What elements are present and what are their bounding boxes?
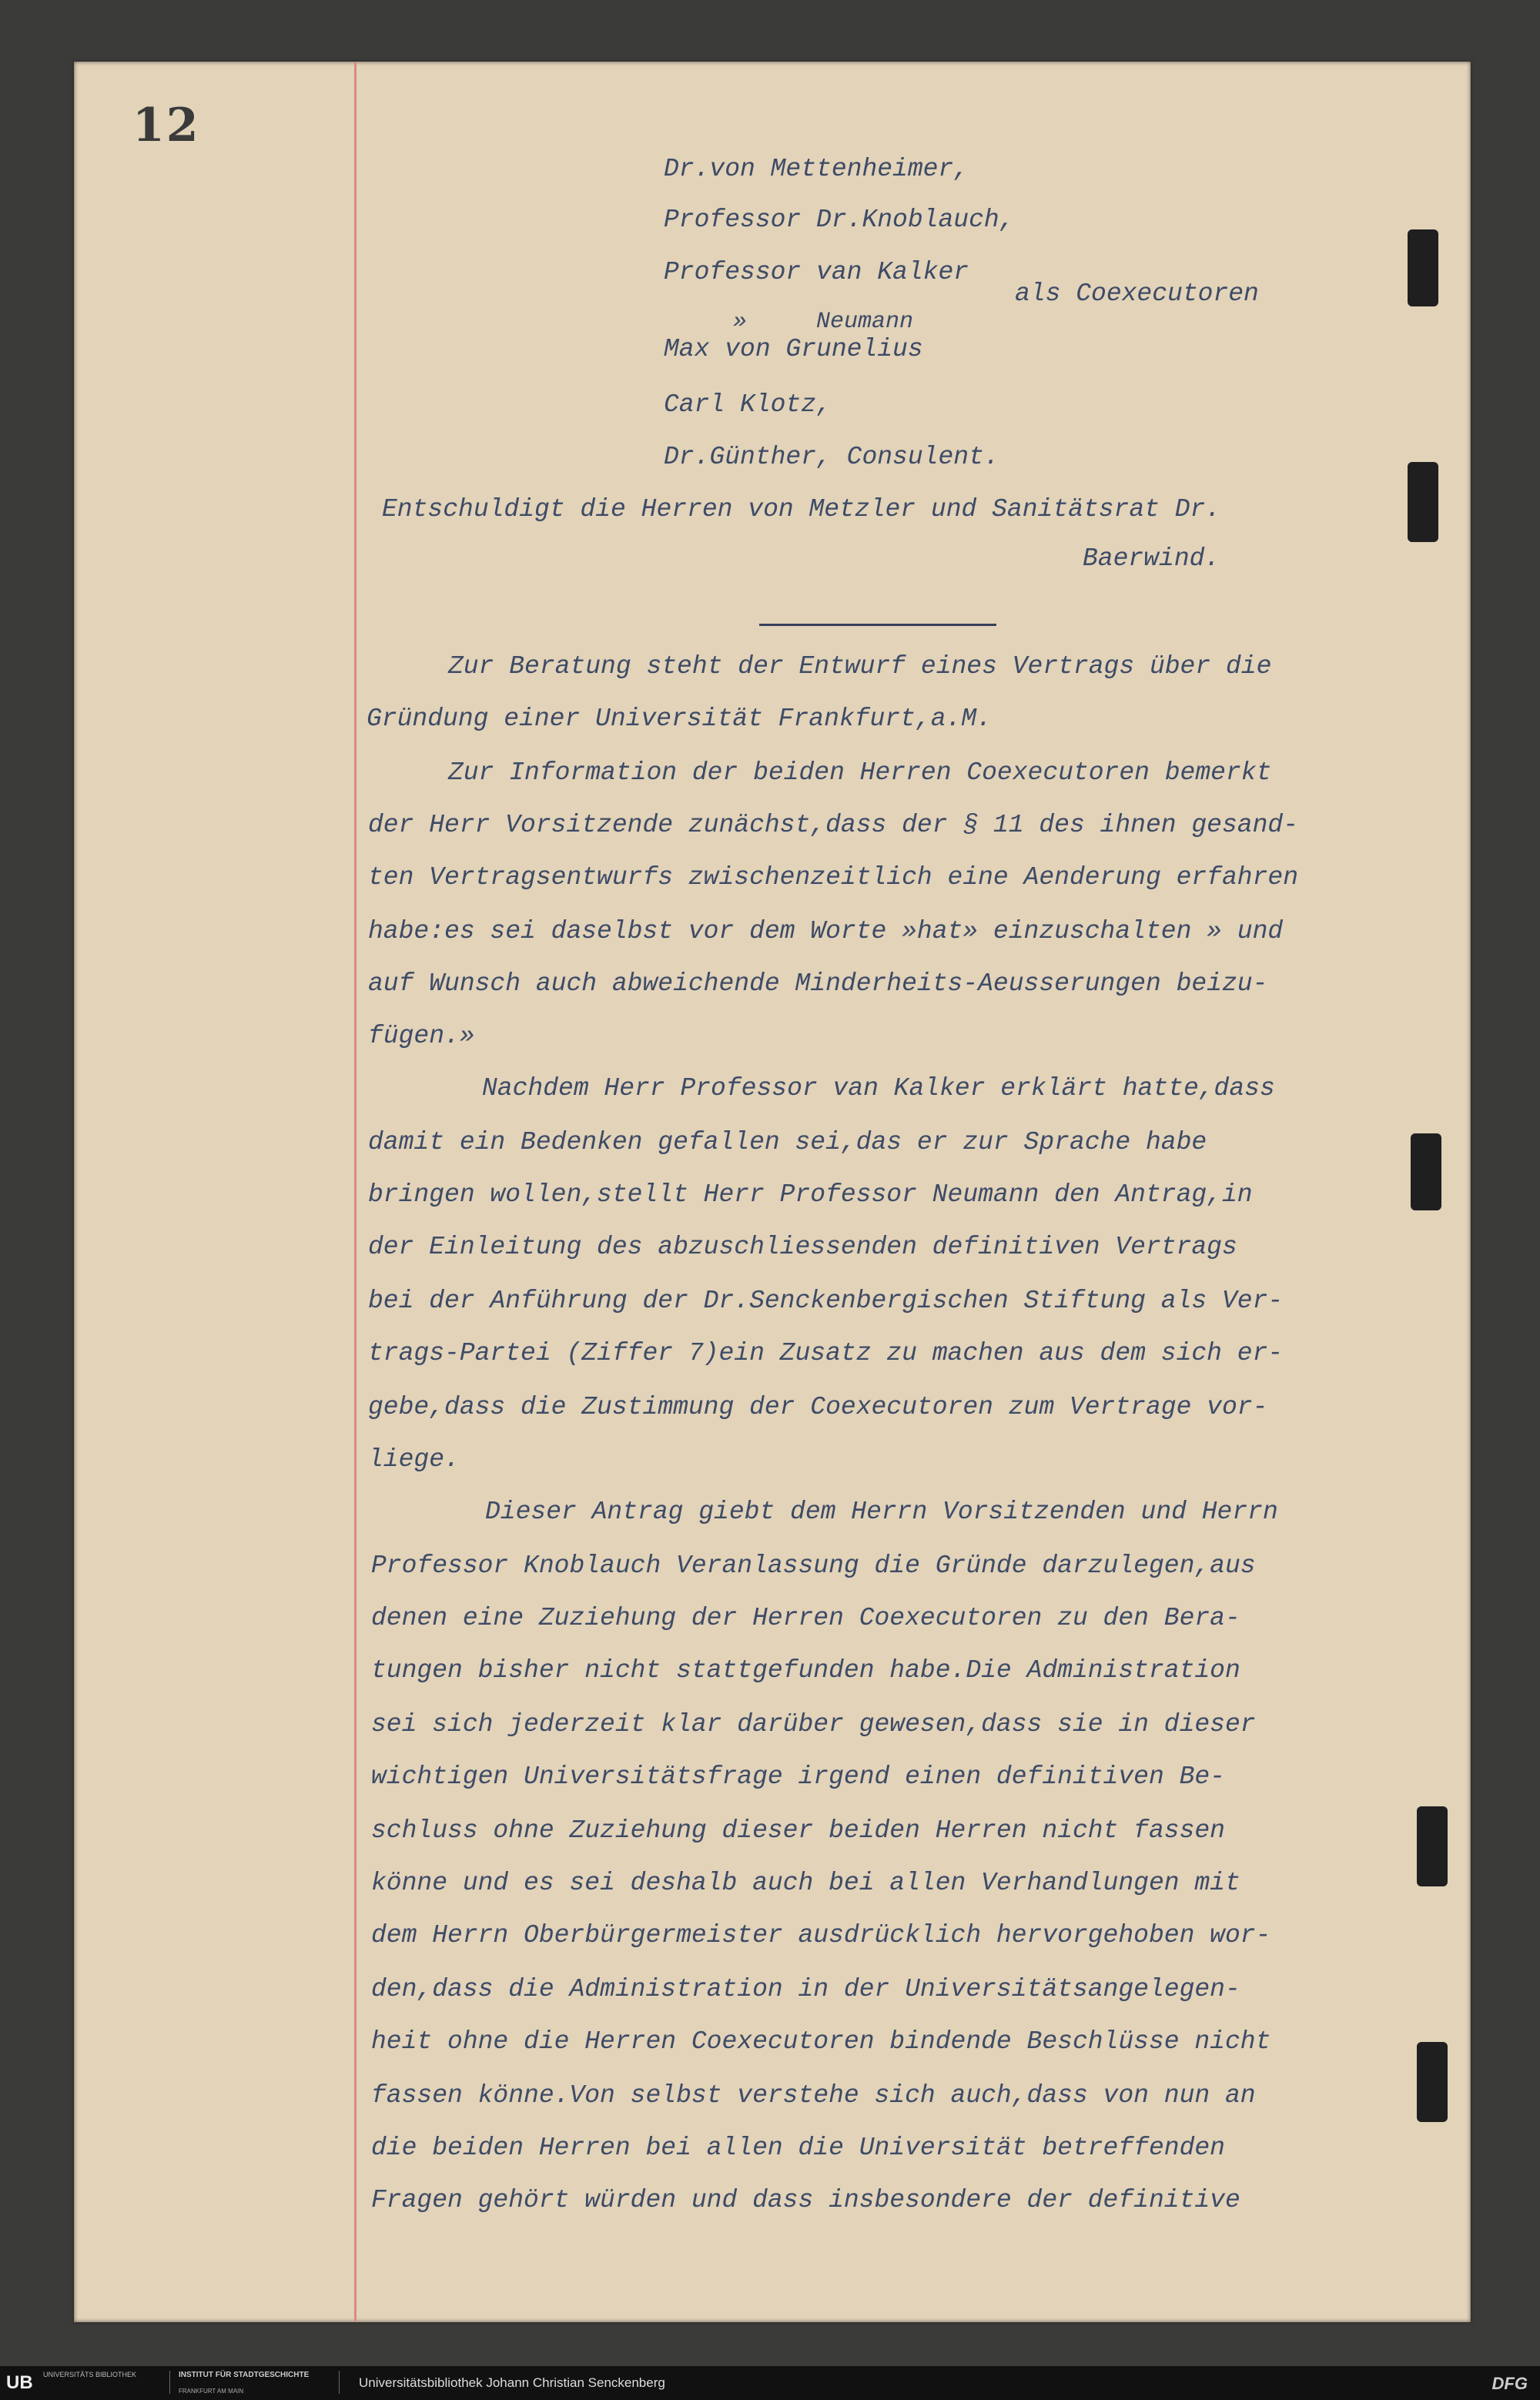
body-line: sei sich jederzeit klar darüber gewesen,dass sie in dieser <box>371 1710 1256 1739</box>
binder-tab-mark <box>1408 229 1438 306</box>
footer-bar <box>0 2366 1540 2400</box>
body-line: fügen.» <box>368 1022 475 1050</box>
attendee-line: Professor van Kalker <box>664 258 969 286</box>
body-line: damit ein Bedenken gefallen sei,das er zur Sprache habe <box>368 1128 1207 1156</box>
margin-rule <box>354 62 357 2322</box>
body-line: Dieser Antrag giebt dem Herrn Vorsitzenden und Herrn <box>485 1498 1278 1526</box>
body-line: trags-Partei (Ziffer 7)ein Zusatz zu machen aus dem sich er- <box>368 1339 1284 1367</box>
body-line: schluss ohne Zuziehung dieser beiden Herren nicht fassen <box>371 1816 1225 1845</box>
footer-separator <box>169 2371 170 2394</box>
body-line: denen eine Zuziehung der Herren Coexecutoren zu den Bera- <box>371 1604 1240 1632</box>
body-line: liege. <box>368 1445 460 1474</box>
binder-tab-mark <box>1417 2042 1448 2122</box>
body-line: ten Vertragsentwurfs zwischenzeitlich eine Aenderung erfahren <box>368 863 1298 892</box>
dfg-logo: DFG <box>1491 2374 1528 2393</box>
attendee-line: Professor Dr.Knoblauch, <box>664 206 1015 234</box>
body-line: gebe,dass die Zustimmung der Coexecutoren zum Vertrage vor- <box>368 1393 1268 1421</box>
body-line: der Herr Vorsitzende zunächst,dass der § 11 des ihnen gesand- <box>368 811 1298 839</box>
attendee-line: » Neumann <box>733 309 914 335</box>
body-line: die beiden Herren bei allen die Universität betreffenden <box>371 2134 1225 2162</box>
body-line: den,dass die Administration in der Universitätsangelegen- <box>371 1975 1240 2003</box>
attendee-line: Max von Grunelius <box>664 335 923 363</box>
body-line: wichtigen Universitätsfrage irgend einen definitiven Be- <box>371 1762 1225 1791</box>
body-line: Nachdem Herr Professor van Kalker erklärt hatte,dass <box>482 1074 1275 1103</box>
body-line: der Einleitung des abzuschliessenden definitiven Vertrags <box>368 1233 1237 1261</box>
body-line: fassen könne.Von selbst verstehe sich auch,dass von nun an <box>371 2081 1256 2110</box>
body-line: Fragen gehört würden und dass insbesondere der definitive <box>371 2186 1240 2214</box>
coexecutors-label: als Coexecutoren <box>1015 279 1259 308</box>
body-line: bringen wollen,stellt Herr Professor Neumann den Antrag,in <box>368 1180 1253 1209</box>
binder-tab-mark <box>1417 1806 1448 1886</box>
body-line: Gründung einer Universität Frankfurt,a.M. <box>367 705 992 733</box>
body-line: Zur Beratung steht der Entwurf eines Vertrags über die <box>448 652 1272 681</box>
institute-logo: INSTITUT FÜR STADTGESCHICHTE <box>179 2371 310 2379</box>
body-line: auf Wunsch auch abweichende Minderheits-Aeusserungen beizu- <box>368 969 1268 998</box>
body-line: heit ohne die Herren Coexecutoren bindende Beschlüsse nicht <box>371 2027 1271 2056</box>
excused-line: Entschuldigt die Herren von Metzler und Sanitätsrat Dr. <box>382 495 1221 524</box>
page-number: 12 <box>132 99 200 152</box>
institute-logo-subtitle: FRANKFURT AM MAIN <box>179 2388 244 2395</box>
body-line: könne und es sei deshalb auch bei allen Verhandlungen mit <box>371 1869 1240 1897</box>
body-line: tungen bisher nicht stattgefunden habe.Die Administration <box>371 1656 1240 1685</box>
section-divider <box>759 624 996 626</box>
attendee-line: Dr.Günther, Consulent. <box>664 443 999 471</box>
ub-logo: UB <box>6 2372 33 2393</box>
attendee-line: Carl Klotz, <box>664 390 832 419</box>
binder-tab-mark <box>1411 1133 1441 1210</box>
body-line: bei der Anführung der Dr.Senckenbergischen Stiftung als Ver- <box>368 1287 1284 1315</box>
binder-tab-mark <box>1408 462 1438 542</box>
attendee-line: Dr.von Mettenheimer, <box>664 155 969 183</box>
body-line: dem Herrn Oberbürgermeister ausdrücklich hervorgehoben wor- <box>371 1921 1271 1950</box>
document-page <box>74 62 1471 2322</box>
body-line: habe:es sei daselbst vor dem Worte »hat» einzuschalten » und <box>368 917 1284 946</box>
body-line: Zur Information der beiden Herren Coexecutoren bemerkt <box>448 758 1272 787</box>
footer-separator <box>339 2371 340 2394</box>
body-line: Professor Knoblauch Veranlassung die Gründe darzulegen,aus <box>371 1551 1256 1580</box>
excused-line: Baerwind. <box>1083 544 1220 573</box>
library-name: Universitätsbibliothek Johann Christian Senckenberg <box>359 2375 665 2390</box>
ub-logo-subtitle: UNIVERSITÄTS BIBLIOTHEK <box>43 2371 137 2378</box>
